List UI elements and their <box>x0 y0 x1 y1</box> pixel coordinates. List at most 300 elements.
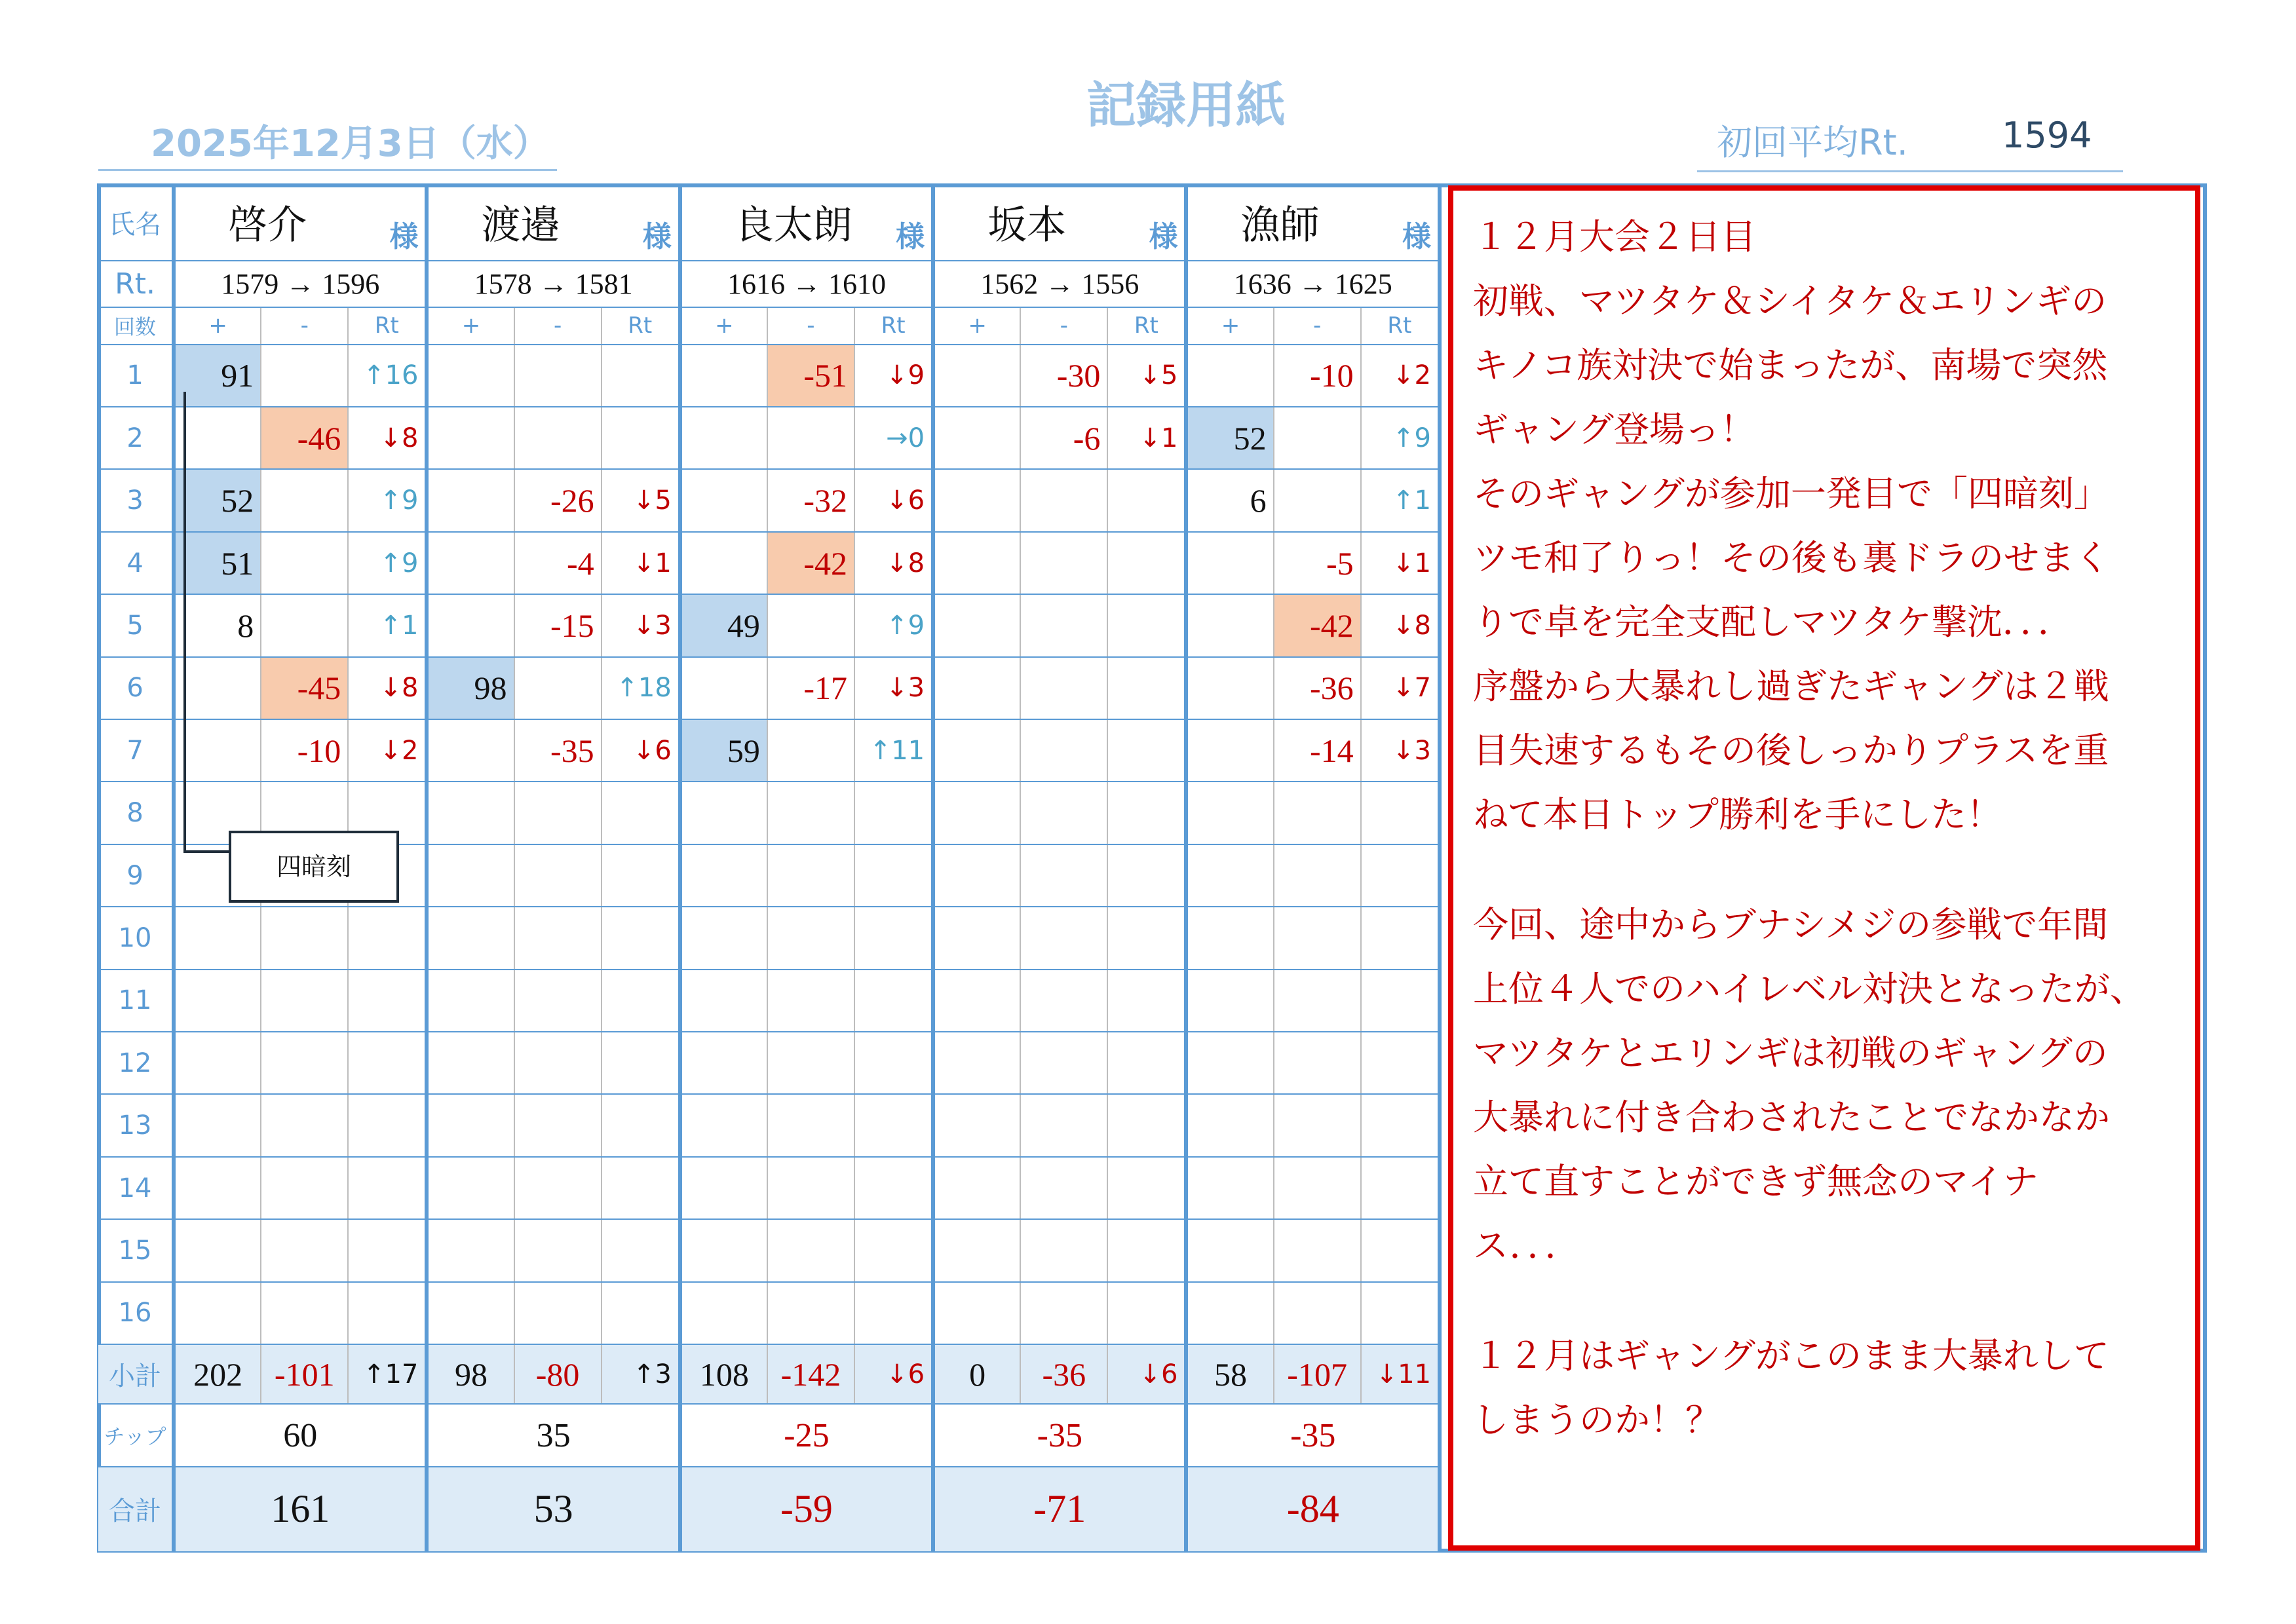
rating-change: ↓1 <box>602 532 680 594</box>
subtotal-minus: -36 <box>1020 1344 1107 1404</box>
minus-header: - <box>1020 307 1107 345</box>
player-name-cell <box>1186 184 1440 261</box>
score-plus <box>680 1219 767 1281</box>
score-minus <box>1020 1157 1107 1219</box>
round-row <box>98 1219 1440 1281</box>
score-minus <box>1274 407 1361 469</box>
yakuman-callout: 四暗刻 <box>229 831 399 903</box>
score-plus <box>427 782 514 844</box>
round-row <box>98 469 1440 531</box>
round-row <box>98 407 1440 469</box>
rating-change <box>1107 657 1186 719</box>
subtotal-plus: 202 <box>174 1344 261 1404</box>
rating-change <box>348 907 427 969</box>
rating-change: ↓3 <box>1361 719 1440 782</box>
rating-change: ↓8 <box>1361 594 1440 656</box>
score-minus <box>514 907 602 969</box>
score-plus: 49 <box>680 594 767 656</box>
honorific-label: 様 <box>389 219 419 254</box>
subtotal-label: 小計 <box>98 1344 174 1404</box>
round-row <box>98 532 1440 594</box>
player-rating: 1616 → 1610 <box>680 261 933 307</box>
score-plus: 51 <box>174 532 261 594</box>
rt-header: Rt <box>1107 307 1186 345</box>
score-plus: 6 <box>1186 469 1273 531</box>
rating-change <box>1107 1157 1186 1219</box>
rating-change <box>854 1219 933 1281</box>
comment-line: ス．．． <box>1473 1225 1580 1266</box>
score-minus <box>261 970 348 1032</box>
initial-average-rating <box>1697 115 2123 172</box>
round-label: 回数 <box>98 307 174 345</box>
comment-paragraph-1 <box>1473 205 2175 847</box>
rating-change <box>348 1032 427 1094</box>
player-name: 啓介 <box>228 202 307 249</box>
chip-value: 35 <box>427 1404 679 1466</box>
score-plus <box>680 907 767 969</box>
round-row <box>98 594 1440 656</box>
score-plus <box>427 970 514 1032</box>
score-plus <box>933 407 1020 469</box>
rating-change <box>1107 719 1186 782</box>
rating-change <box>602 1157 680 1219</box>
score-minus <box>1274 782 1361 844</box>
rating-change <box>1107 594 1186 656</box>
chip-value: -35 <box>933 1404 1186 1466</box>
total-row <box>98 1467 1440 1552</box>
rating-change <box>1107 469 1186 531</box>
score-minus <box>767 1094 854 1156</box>
player-name-cell <box>933 184 1186 261</box>
score-plus <box>174 1219 261 1281</box>
date-field: 2025年12月3日（水） <box>98 115 557 171</box>
plus-header: + <box>933 307 1020 345</box>
score-plus <box>1186 657 1273 719</box>
plus-header: + <box>174 307 261 345</box>
round-number: 11 <box>98 970 174 1032</box>
round-number: 15 <box>98 1219 174 1281</box>
score-minus <box>514 844 602 907</box>
score-plus <box>680 782 767 844</box>
score-plus <box>680 1032 767 1094</box>
score-plus <box>427 594 514 656</box>
rt-header: Rt <box>1361 307 1440 345</box>
score-plus <box>427 1157 514 1219</box>
score-minus <box>514 1157 602 1219</box>
round-number: 1 <box>98 345 174 407</box>
score-plus <box>1186 907 1273 969</box>
score-minus: -26 <box>514 469 602 531</box>
score-plus <box>680 469 767 531</box>
score-plus <box>427 907 514 969</box>
rating-change: ↑11 <box>854 719 933 782</box>
score-plus <box>174 970 261 1032</box>
score-plus <box>933 1032 1020 1094</box>
rating-row <box>98 261 1440 307</box>
score-minus <box>261 345 348 407</box>
rt-header: Rt <box>602 307 680 345</box>
score-plus <box>933 970 1020 1032</box>
score-minus: -30 <box>1020 345 1107 407</box>
rating-change <box>602 782 680 844</box>
rating-change: ↓2 <box>1361 345 1440 407</box>
rating-change <box>602 844 680 907</box>
subtotal-minus: -80 <box>514 1344 602 1404</box>
round-row <box>98 657 1440 719</box>
comment-line: そのギャングが参加一発目で「四暗刻」 <box>1473 473 2109 514</box>
score-minus: -4 <box>514 532 602 594</box>
score-plus <box>680 1094 767 1156</box>
score-plus <box>933 1157 1020 1219</box>
rating-change: ↑1 <box>1361 469 1440 531</box>
round-number: 2 <box>98 407 174 469</box>
honorific-label: 様 <box>642 219 672 254</box>
rating-change <box>1361 1219 1440 1281</box>
subtotal-plus: 98 <box>427 1344 514 1404</box>
score-plus <box>933 532 1020 594</box>
score-plus <box>174 1094 261 1156</box>
score-minus <box>767 594 854 656</box>
score-minus <box>1020 1219 1107 1281</box>
score-plus <box>174 907 261 969</box>
score-plus <box>427 1219 514 1281</box>
comment-line: 序盤から大暴れし過ぎたギャングは２戦 <box>1473 666 2109 707</box>
player-rating: 1578 → 1581 <box>427 261 679 307</box>
round-row <box>98 345 1440 407</box>
rating-change: ↓8 <box>348 407 427 469</box>
rating-change <box>1361 1157 1440 1219</box>
comment-line: マツタケとエリンギは初戦のギャングの <box>1473 1032 2108 1074</box>
total-value: 161 <box>174 1467 427 1552</box>
comment-line: ギャング登場っ！ <box>1473 409 1755 450</box>
rating-change <box>854 1032 933 1094</box>
score-minus: -10 <box>261 719 348 782</box>
rating-change <box>1107 1094 1186 1156</box>
plus-header: + <box>680 307 767 345</box>
score-plus <box>933 1219 1020 1281</box>
rating-change <box>1361 1282 1440 1344</box>
player-name: 渡邉 <box>481 202 560 249</box>
score-plus <box>933 844 1020 907</box>
page-title: 記録用紙 <box>1086 76 1286 134</box>
rating-change: →0 <box>854 407 933 469</box>
score-plus <box>680 407 767 469</box>
score-minus: -42 <box>1274 594 1361 656</box>
score-minus: -36 <box>1274 657 1361 719</box>
subtotal-minus: -107 <box>1274 1344 1361 1404</box>
rating-change <box>1107 1219 1186 1281</box>
score-minus <box>1274 1157 1361 1219</box>
honorific-label: 様 <box>1149 219 1178 254</box>
rating-change <box>1361 1032 1440 1094</box>
score-plus <box>933 1094 1020 1156</box>
subtotal-rt: ↓11 <box>1361 1344 1440 1404</box>
score-minus <box>767 907 854 969</box>
round-number: 8 <box>98 782 174 844</box>
subtotal-plus: 108 <box>680 1344 767 1404</box>
score-plus <box>174 719 261 782</box>
round-number: 9 <box>98 844 174 907</box>
subtotal-minus: -101 <box>261 1344 348 1404</box>
round-row <box>98 719 1440 782</box>
score-minus <box>514 970 602 1032</box>
avg-label: 初回平均Rt. <box>1717 122 1908 163</box>
rating-change: ↑9 <box>348 469 427 531</box>
rating-change: ↑1 <box>348 594 427 656</box>
honorific-label: 様 <box>1402 219 1431 254</box>
score-minus <box>1020 782 1107 844</box>
score-plus <box>427 1032 514 1094</box>
score-plus <box>933 657 1020 719</box>
round-number: 4 <box>98 532 174 594</box>
rating-change: ↑9 <box>348 532 427 594</box>
score-minus <box>1274 1094 1361 1156</box>
rating-change: ↓8 <box>854 532 933 594</box>
score-minus: -46 <box>261 407 348 469</box>
score-plus <box>1186 345 1273 407</box>
score-plus <box>427 407 514 469</box>
rating-change <box>854 844 933 907</box>
rating-change: ↓6 <box>854 469 933 531</box>
rating-change: ↓6 <box>602 719 680 782</box>
score-minus: -10 <box>1274 345 1361 407</box>
score-plus <box>1186 1157 1273 1219</box>
score-minus <box>261 1282 348 1344</box>
chip-value: -25 <box>680 1404 933 1466</box>
score-minus <box>261 594 348 656</box>
score-minus: -45 <box>261 657 348 719</box>
score-minus <box>1020 907 1107 969</box>
round-number: 12 <box>98 1032 174 1094</box>
name-row <box>98 184 1440 261</box>
score-minus <box>1020 719 1107 782</box>
rating-change <box>854 1282 933 1344</box>
score-minus <box>767 782 854 844</box>
score-plus <box>680 1157 767 1219</box>
rating-change: ↓5 <box>1107 345 1186 407</box>
comment-line: １２月はギャングがこのまま大暴れして <box>1473 1335 2109 1376</box>
score-plus <box>1186 970 1273 1032</box>
chip-value: -35 <box>1186 1404 1440 1466</box>
chip-value: 60 <box>174 1404 427 1466</box>
rt-header: Rt <box>854 307 933 345</box>
player-name: 漁師 <box>1240 202 1320 249</box>
round-number: 6 <box>98 657 174 719</box>
score-plus <box>933 719 1020 782</box>
score-plus <box>427 532 514 594</box>
score-plus <box>174 407 261 469</box>
rating-change <box>602 970 680 1032</box>
rating-change <box>1361 970 1440 1032</box>
score-minus <box>514 1219 602 1281</box>
rating-change: ↑18 <box>602 657 680 719</box>
rating-change: ↑9 <box>1361 407 1440 469</box>
score-minus: -17 <box>767 657 854 719</box>
comment-line: 今回、途中からブナシメジの参戦で年間 <box>1473 904 2109 945</box>
score-minus <box>1274 1282 1361 1344</box>
score-plus <box>174 1282 261 1344</box>
round-row <box>98 1282 1440 1344</box>
score-plus <box>174 1032 261 1094</box>
subtotal-row <box>98 1344 1440 1404</box>
rating-change <box>854 907 933 969</box>
rating-change <box>1107 907 1186 969</box>
score-plus <box>174 1157 261 1219</box>
score-minus <box>1274 970 1361 1032</box>
score-plus <box>1186 1219 1273 1281</box>
rating-change <box>854 782 933 844</box>
comment-paragraph-3 <box>1473 1324 2175 1452</box>
score-minus <box>1274 1032 1361 1094</box>
score-plus: 52 <box>1186 407 1273 469</box>
score-plus <box>933 782 1020 844</box>
round-row <box>98 907 1440 969</box>
score-plus: 52 <box>174 469 261 531</box>
score-minus <box>1020 469 1107 531</box>
rating-change <box>602 345 680 407</box>
player-name-cell <box>427 184 679 261</box>
round-number: 14 <box>98 1157 174 1219</box>
rating-change <box>602 1094 680 1156</box>
score-minus <box>767 719 854 782</box>
rating-change <box>602 1219 680 1281</box>
subtotal-plus: 0 <box>933 1344 1020 1404</box>
score-plus <box>1186 1282 1273 1344</box>
score-minus <box>1274 469 1361 531</box>
score-minus <box>514 1094 602 1156</box>
rating-change <box>1107 844 1186 907</box>
score-plus <box>1186 844 1273 907</box>
comment-line: ねて本日トップ勝利を手にした！ <box>1473 794 2002 835</box>
score-plus <box>680 657 767 719</box>
comment-box <box>1448 185 2200 1551</box>
rating-change <box>1107 532 1186 594</box>
comment-line: りで卓を完全支配しマツタケ撃沈．．． <box>1473 601 2073 643</box>
score-minus: -51 <box>767 345 854 407</box>
score-minus <box>261 1157 348 1219</box>
chip-row <box>98 1404 1440 1466</box>
comment-line: 上位４人でのハイレベル対決となったが、 <box>1473 968 2145 1010</box>
rating-change: ↓1 <box>1107 407 1186 469</box>
rating-change: ↑9 <box>854 594 933 656</box>
score-plus <box>1186 532 1273 594</box>
name-label: 氏名 <box>98 184 174 261</box>
column-header-row <box>98 307 1440 345</box>
score-minus <box>767 844 854 907</box>
player-rating: 1579 → 1596 <box>174 261 427 307</box>
rating-change <box>602 907 680 969</box>
round-number: 13 <box>98 1094 174 1156</box>
score-minus <box>767 1219 854 1281</box>
rating-change: ↓5 <box>602 469 680 531</box>
score-plus <box>1186 782 1273 844</box>
player-name-cell <box>174 184 427 261</box>
score-minus <box>1020 1282 1107 1344</box>
comment-paragraph-2 <box>1473 893 2175 1278</box>
score-minus <box>514 345 602 407</box>
subtotal-rt: ↓6 <box>854 1344 933 1404</box>
score-plus <box>174 657 261 719</box>
score-plus <box>933 907 1020 969</box>
subtotal-minus: -142 <box>767 1344 854 1404</box>
score-plus <box>427 345 514 407</box>
comment-line: 立て直すことができず無念のマイナ <box>1473 1161 2038 1202</box>
score-minus <box>514 657 602 719</box>
total-label: 合計 <box>98 1467 174 1552</box>
score-plus <box>427 469 514 531</box>
score-minus <box>514 407 602 469</box>
rating-change <box>348 1282 427 1344</box>
score-minus: -15 <box>514 594 602 656</box>
score-minus <box>261 469 348 531</box>
score-minus: -5 <box>1274 532 1361 594</box>
player-rating: 1636 → 1625 <box>1186 261 1440 307</box>
score-minus <box>1020 970 1107 1032</box>
score-minus: -42 <box>767 532 854 594</box>
rating-change <box>602 1032 680 1094</box>
score-plus <box>427 1282 514 1344</box>
score-plus <box>933 594 1020 656</box>
score-minus <box>261 1219 348 1281</box>
round-row <box>98 1032 1440 1094</box>
round-number: 16 <box>98 1282 174 1344</box>
rating-change <box>1361 782 1440 844</box>
score-minus <box>767 1157 854 1219</box>
score-minus: -6 <box>1020 407 1107 469</box>
score-minus <box>1020 532 1107 594</box>
score-minus <box>1020 844 1107 907</box>
rating-change <box>348 1157 427 1219</box>
rating-change <box>1107 1032 1186 1094</box>
score-plus <box>680 970 767 1032</box>
score-minus: -35 <box>514 719 602 782</box>
rating-change: ↓3 <box>854 657 933 719</box>
score-plus <box>933 1282 1020 1344</box>
comment-line: しまうのか！？ <box>1473 1399 1721 1441</box>
rating-change <box>854 1157 933 1219</box>
total-value: -84 <box>1186 1467 1440 1552</box>
rating-change: ↓9 <box>854 345 933 407</box>
round-number: 3 <box>98 469 174 531</box>
subtotal-plus: 58 <box>1186 1344 1273 1404</box>
avg-value: 1594 <box>2002 115 2092 156</box>
score-minus <box>767 407 854 469</box>
score-plus: 59 <box>680 719 767 782</box>
total-value: -71 <box>933 1467 1186 1552</box>
round-number: 7 <box>98 719 174 782</box>
rating-change <box>1107 1282 1186 1344</box>
score-minus <box>1020 594 1107 656</box>
rating-change <box>348 970 427 1032</box>
round-number: 5 <box>98 594 174 656</box>
plus-header: + <box>1186 307 1273 345</box>
rating-change <box>854 970 933 1032</box>
score-minus: -14 <box>1274 719 1361 782</box>
rating-change <box>348 1219 427 1281</box>
score-plus: 91 <box>174 345 261 407</box>
minus-header: - <box>261 307 348 345</box>
score-plus <box>1186 719 1273 782</box>
score-plus <box>427 1094 514 1156</box>
comment-line: 大暴れに付き合わされたことでなかなか <box>1473 1097 2110 1138</box>
score-minus <box>1274 844 1361 907</box>
rating-label: Rt. <box>98 261 174 307</box>
rating-change: ↓2 <box>348 719 427 782</box>
comment-line: 初戦、マツタケ＆シイタケ＆エリンギの <box>1473 280 2107 322</box>
rating-change: ↑16 <box>348 345 427 407</box>
rating-change: ↓7 <box>1361 657 1440 719</box>
player-name: 良太朗 <box>734 202 852 249</box>
